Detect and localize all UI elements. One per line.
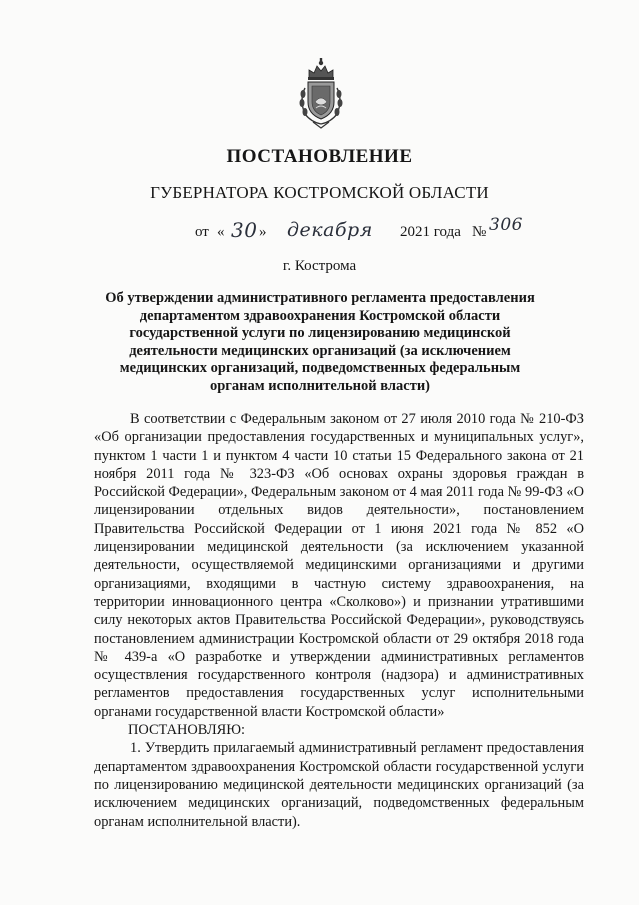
date-open-quote: « (217, 224, 225, 240)
item-1-paragraph: 1. Утвердить прилагаемый административный регламент предоставления департаментом здравоохранения Костромской области государственной услуги по лицензированию медицинской деятельности медицинских организаций (за исключением медицинских организаций, подведомственных федеральным органам исполнительной власти). (94, 740, 584, 830)
document-body (94, 410, 584, 831)
document-issuer: ГУБЕРНАТОРА КОСТРОМСКОЙ ОБЛАСТИ (150, 183, 489, 202)
city-line: г. Кострома (282, 258, 357, 274)
document-title: ПОСТАНОВЛЕНИЕ (226, 146, 413, 167)
date-from: от (195, 224, 209, 240)
preamble-paragraph: В соответствии с Федеральным законом от 27 июля 2010 года № 210-ФЗ «Об организации предоставления государственных и муниципальных услуг», пунктом 1 части 1 и пунктом 4 части 10 статьи 15 Федерального закона от 21 ноября 2011 года № 323-ФЗ «Об основах охраны здоровья граждан в Российской Федерации», Федеральным законом от 4 мая 2011 года № 99-ФЗ «О лицензировании отдельных видов деятельности», постановлением Правительства Российской Федерации от 1 июня 2021 года № 852 «О лицензировании медицинской деятельности (за исключением указанной деятельности, осуществляемой медицинскими организациями и другими организациями, входящими в частную систему здравоохранения, на территории инновационного центра «Сколково») и признании утратившими силу некоторых актов Правительства Российской Федерации», руководствуясь постановлением администрации Костромской области от 29 октября 2018 года № 439-а «О разработке и утверждении административных регламентов осуществления государственного контроля (надзора) и административных регламентов предоставления государственных услуг исполнительными органами государственной власти Костромской области» (94, 411, 584, 720)
document-subject: Об утверждении административного регламента предоставления департаментом здравоохранения Костромской области государственной услуги по лицензированию медицинской деятельности медицинских организаций (за исключением медицинских организаций, подведомственных федеральным органам исполнительной власти) (105, 290, 535, 394)
date-year: 2021 года (400, 224, 461, 240)
date-day: 30 (231, 218, 258, 242)
coat-of-arms-icon (295, 58, 347, 130)
decree-heading: ПОСТАНОВЛЯЮ: (128, 722, 246, 739)
date-line (195, 215, 535, 248)
number-sign: № (472, 224, 487, 240)
date-month: декабря (287, 219, 373, 241)
document-number: 306 (489, 215, 523, 235)
date-close-quote: » (259, 224, 267, 240)
